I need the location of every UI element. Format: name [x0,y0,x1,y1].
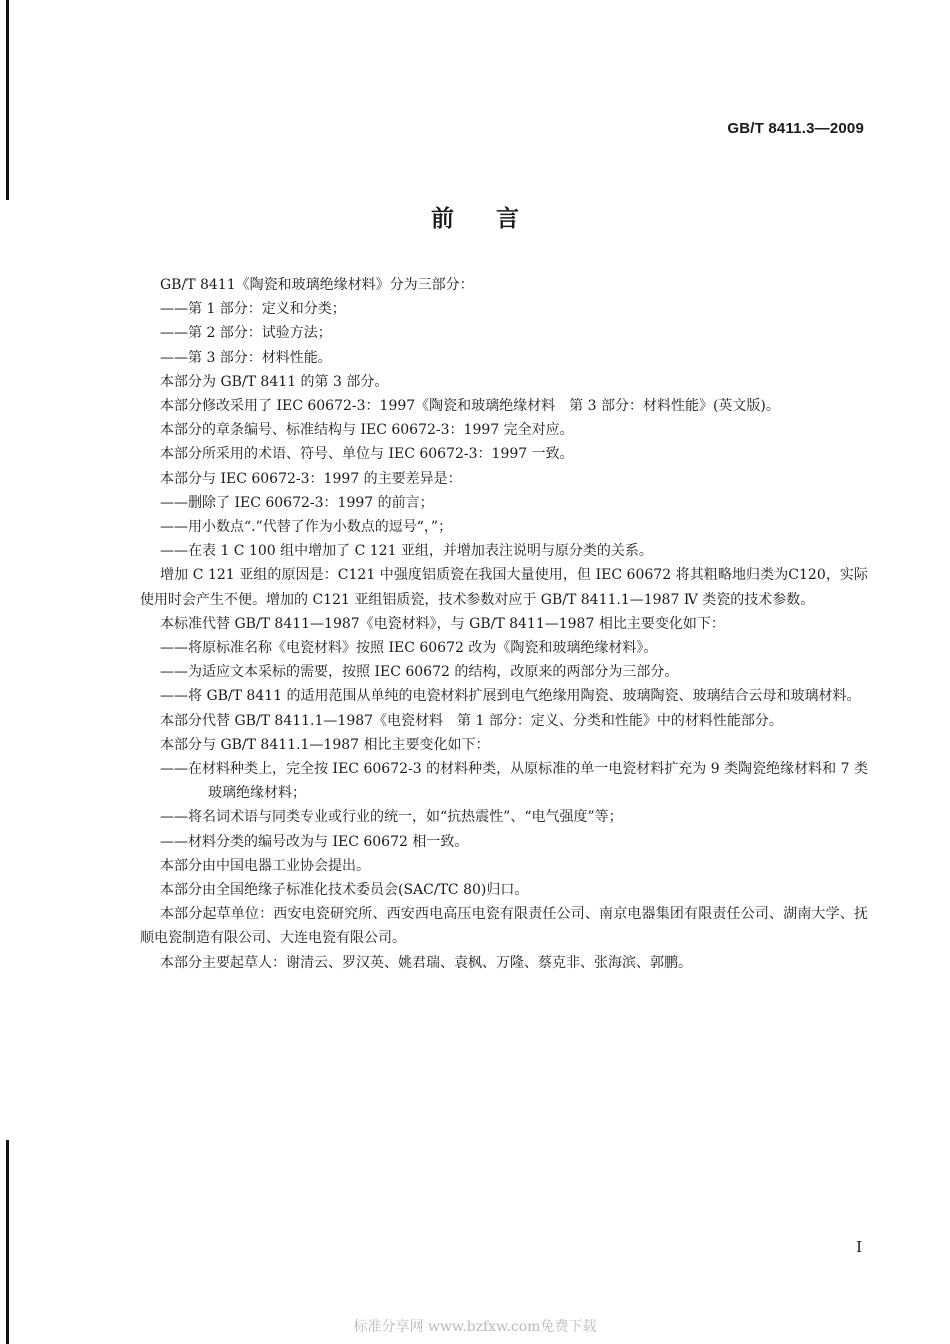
page-number: I [856,1238,862,1256]
paragraph-part-statement: 本部分为 GB/T 8411 的第 3 部分。 [160,373,389,390]
paragraph-replaces-part: 本部分代替 GB/T 8411.1—1987《电瓷材料 第 1 部分：定义、分类和性能》中的材料性能部分。 [160,712,783,729]
paragraph-intro: GB/T 8411《陶瓷和玻璃绝缘材料》分为三部分： [160,277,474,293]
paragraph-adoption: 本部分修改采用了 IEC 60672-3：1997《陶瓷和玻璃绝缘材料 第 3 部分：材料性能》(英文版)。 [160,398,780,415]
page-title: 前言 [431,206,561,232]
paragraph-differences: 本部分与 IEC 60672-3：1997 的主要差异是： [160,470,462,487]
binding-edge-line-bottom [6,1140,9,1344]
paragraph-terminology: 本部分所采用的术语、符号、单位与 IEC 60672-3：1997 一致。 [160,446,574,463]
list-item-part-change-3: ——材料分类的编号改为与 IEC 60672 相一致。 [160,833,469,850]
list-item-change-3: ——将 GB/T 8411 的适用范围从单纯的电瓷材料扩展到电气绝缘用陶瓷、玻璃陶瓷、玻璃结合云母和玻璃材料。 [160,688,861,705]
list-item-part3: ——第 3 部分：材料性能。 [160,349,332,366]
list-item-part1: ——第 1 部分：定义和分类； [160,301,346,318]
list-item-part-change-2: ——将名词术语与同类专业或行业的统一，如“抗热震性”、“电气强度”等； [160,809,623,826]
paragraph-replaces-standard: 本标准代替 GB/T 8411—1987《电瓷材料》，与 GB/T 8411—1987 相比主要变化如下： [160,615,725,632]
paragraph-structure: 本部分的章条编号、标准结构与 IEC 60672-3：1997 完全对应。 [160,422,574,439]
paragraph-drafting-units: 本部分起草单位：西安电瓷研究所、西安西电高压电瓷有限责任公司、南京电器集团有限责任公司、湖南大学、抚顺电瓷制造有限公司、大连电瓷有限公司。 [140,906,868,947]
paragraph-proposed-by: 本部分由中国电器工业协会提出。 [160,857,370,874]
paragraph-c121-reason: 增加 C 121 亚组的原因是：C121 中强度铝质瓷在我国大量使用，但 IEC 60672 将其粗略地归类为C120，实际使用时会产生不便。增加的 C121 亚组铝质瓷，技术参数对应于 GB/T 8411.1—1987 Ⅳ 类瓷的技术参数。 [140,567,868,608]
document-code: GB/T 8411.3—2009 [727,120,864,137]
list-item-change-2: ——为适应文本采标的需要，按照 IEC 60672 的结构，改原来的两部分为三部分。 [160,664,679,681]
list-item-part-change-1: ——在材料种类上，完全按 IEC 60672-3 的材料种类，从原标准的单一电瓷材料扩充为 9 类陶瓷绝缘材料和 7 类玻璃绝缘材料； [160,761,868,802]
paragraph-part-changes: 本部分与 GB/T 8411.1—1987 相比主要变化如下： [160,736,490,753]
site-watermark: 标准分享网 www.bzfxw.com免费下载 [353,1319,597,1335]
paragraph-centralized-by: 本部分由全国绝缘子标准化技术委员会(SAC/TC 80)归口。 [160,882,529,899]
list-item-change-1: ——将原标准名称《电瓷材料》按照 IEC 60672 改为《陶瓷和玻璃绝缘材料》。 [160,640,658,657]
list-item-part2: ——第 2 部分：试验方法； [160,325,332,342]
list-item-difference-3: ——在表 1 C 100 组中增加了 C 121 亚组，并增加表注说明与原分类的关系。 [160,543,653,560]
foreword-body [140,273,868,975]
paragraph-drafters: 本部分主要起草人：谢清云、罗汉英、姚君瑞、袁枫、万隆、蔡克非、张海滨、郭鹏。 [160,954,692,971]
list-item-difference-1: ——删除了 IEC 60672-3：1997 的前言； [160,494,434,511]
binding-edge-line-top [6,0,9,200]
list-item-difference-2: ——用小数点“.”代替了作为小数点的逗号“，”； [160,519,453,536]
